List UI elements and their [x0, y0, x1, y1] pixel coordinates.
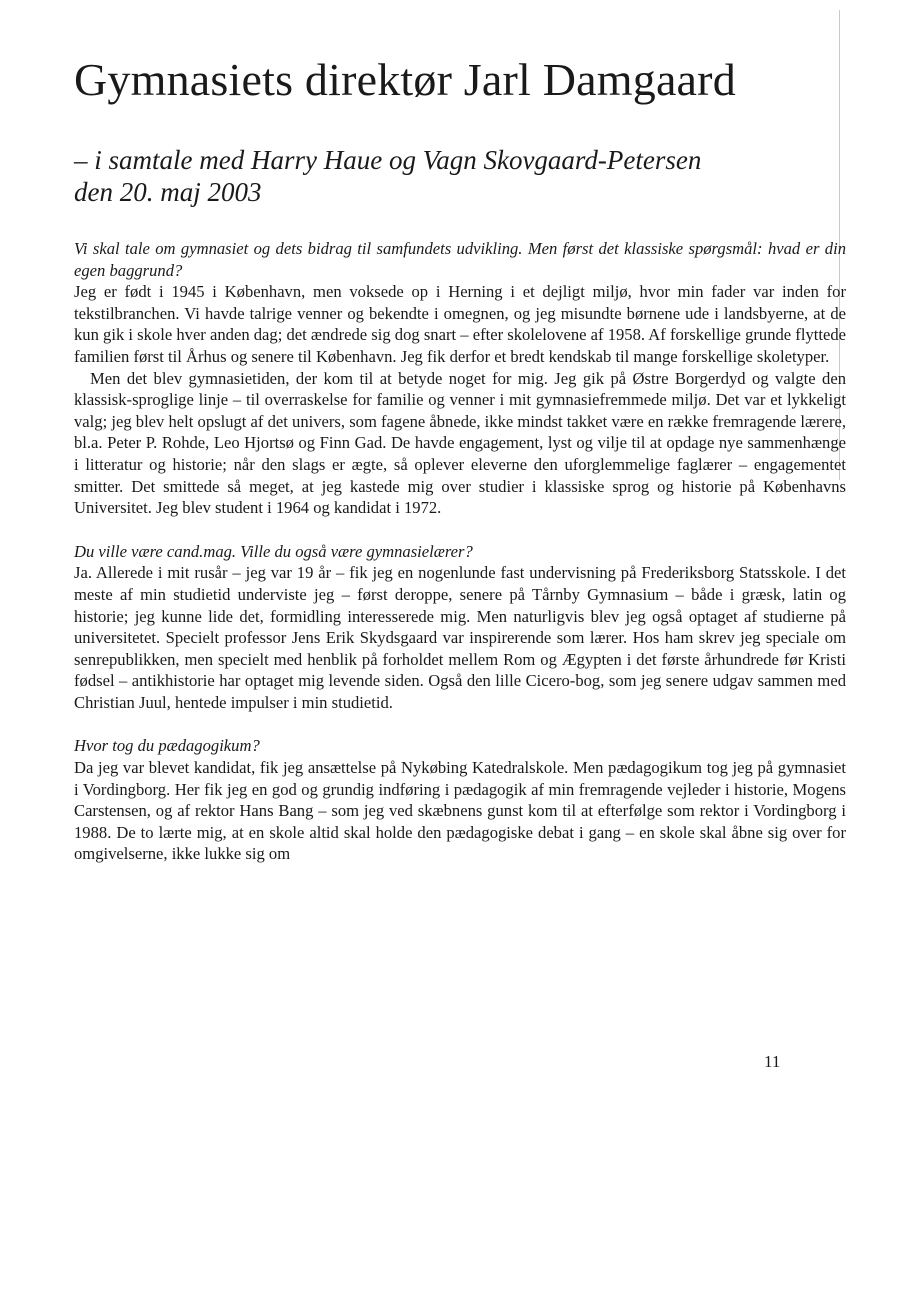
interview-answer-paragraph: Men det blev gymnasietiden, der kom til at betyde noget for mig. Jeg gik på Østre Borgerdyd og valgte den klassisk-sproglige linje – til overraskelse for familie og venner i mit gymnasiefremmede miljø. Det var et lykkeligt valg; jeg blev helt opslugt af det univers, som fagene åbnede, ikke mindst takket være en række fremragende lærere, bl.a. Peter P. Rohde, Leo Hjortsø og Finn Gad. De havde engagement, lyst og vilje til at opdage nye sammenhænge i litteratur og historie; når den slags er ægte, så oplever eleverne den uforglemmelige faglærer – engagementet smitter. Det smittede så meget, at jeg kastede mig over studier i klassiske sprog og historie på Københavns Universitet. Jeg blev student i 1964 og kandidat i 1972. [74, 368, 846, 518]
article-title: Gymnasiets direktør Jarl Damgaard [74, 54, 736, 105]
interview-section-2 [74, 541, 846, 714]
interview-answer-paragraph: Jeg er født i 1945 i København, men voksede op i Herning i et dejligt miljø, hvor min fader var inden for tekstilbranchen. Vi havde talrige venner og bekendte i omegnen, og jeg misundte børnene ude i landsbyerne, at de kun gik i skole hver anden dag; det ændrede sig dog snart – efter skolelovene af 1958. Af forskellige grunde flyttede familien først til Århus og senere til København. Jeg fik derfor et bredt kendskab til mange forskellige skoletyper. [74, 282, 846, 366]
page-number: 11 [764, 1052, 781, 1071]
interview-section-1 [74, 238, 846, 519]
interview-question: Du ville være cand.mag. Ville du også være gymnasielærer? [74, 541, 473, 561]
interview-question: Hvor tog du pædagogikum? [74, 736, 260, 756]
subtitle-line-1: – i samtale med Harry Haue og Vagn Skovgaard-Petersen [74, 145, 702, 175]
interview-answer-paragraph: Ja. Allerede i mit rusår – jeg var 19 år – fik jeg en nogenlunde fast undervisning på Frederiksborg Statsskole. I det meste af min studietid underviste jeg – først deroppe, senere på Tårnby Gymnasium – både i græsk, latin og historie; jeg kunne lide det, formidling interesserede mig. Men naturligvis blev jeg også optaget af studierne på universitetet. Specielt professor Jens Erik Skydsgaard var inspirerende som lærer. Hos ham skrev jeg speciale om senrepublikken, men specielt med henblik på forholdet mellem Rom og Ægypten i det første århundrede før Kristi fødsel – antikhistorie har optaget mig levende siden. Også den lille Cicero-bog, som jeg senere udgav sammen med Christian Juul, hentede impulser i min studietid. [74, 563, 846, 712]
article-subtitle [74, 144, 846, 208]
article-page [74, 52, 846, 1071]
interview-section-3 [74, 735, 846, 865]
interview-question: Vi skal tale om gymnasiet og dets bidrag til samfundets udvikling. Men først det klassiske spørgsmål: hvad er din egen baggrund? [74, 239, 846, 280]
interview-answer-paragraph: Da jeg var blevet kandidat, fik jeg ansættelse på Nykøbing Katedralskole. Men pædagogikum tog jeg på gymnasiet i Vordingborg. Her fik jeg en god og grundig indføring i pædagogik af min fremragende vejleder i historie, Mogens Carstensen, og af rektor Hans Bang – som jeg ved skæbnens gunst kom til at efterfølge som rektor i Vordingborg i 1988. De to lærte mig, at en skole altid skal holde den pædagogiske debat i gang – en skole skal åbne sig over for omgivelserne, ikke lukke sig om [74, 758, 846, 864]
subtitle-line-2: den 20. maj 2003 [74, 177, 262, 207]
